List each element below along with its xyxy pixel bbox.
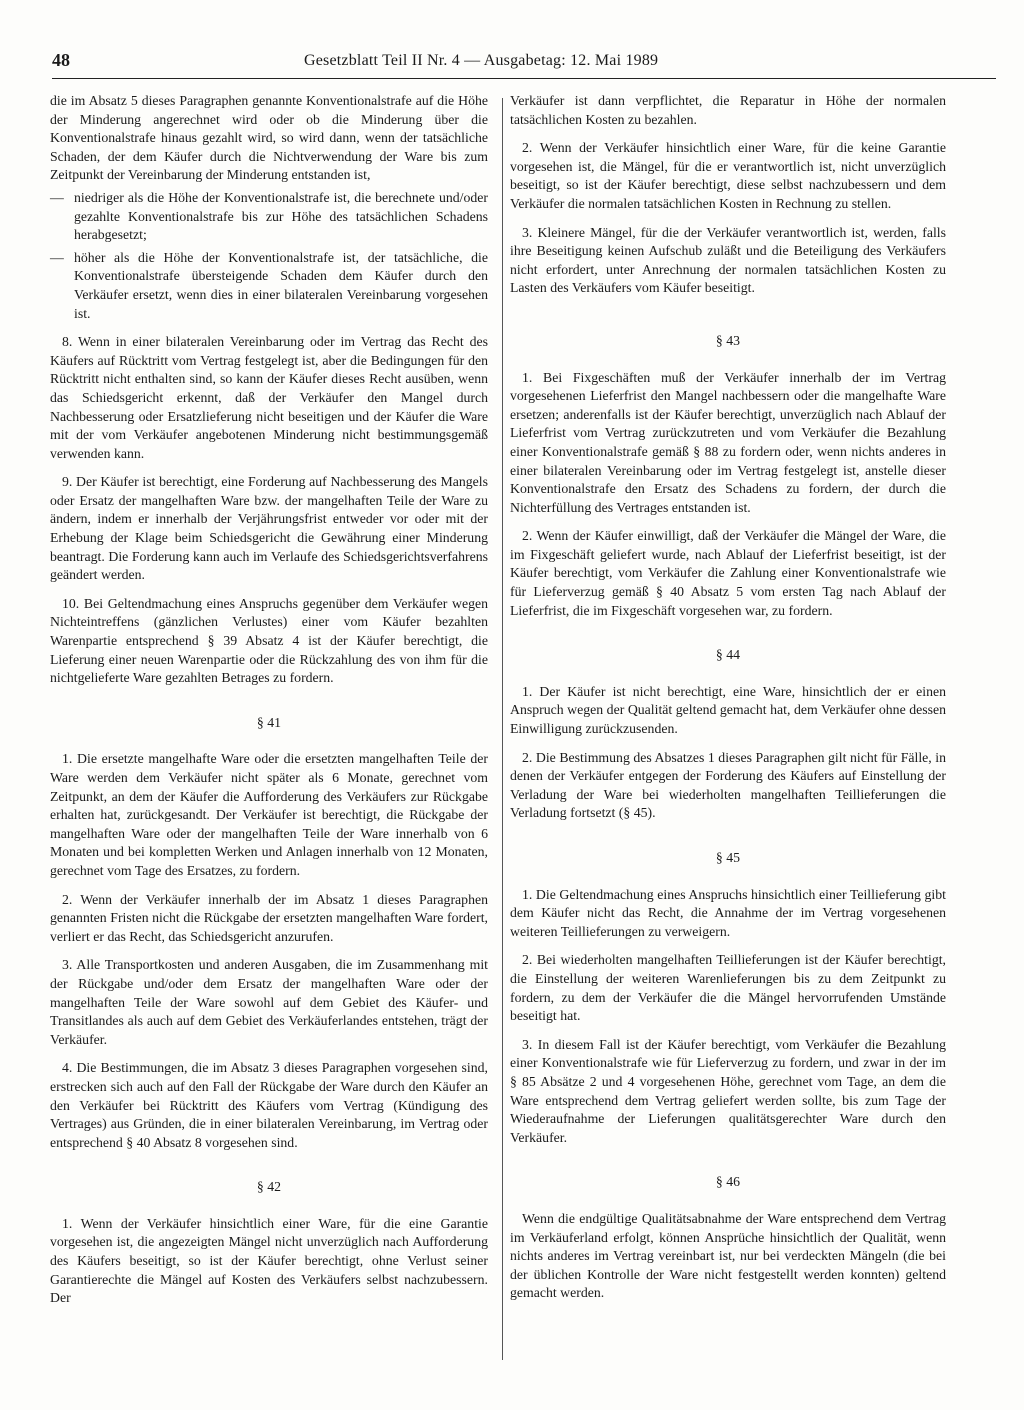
dash-item (50, 249, 488, 323)
dash-mark: — (50, 249, 64, 265)
left-column (50, 92, 488, 1308)
dash-mark: — (50, 189, 64, 205)
running-title: Gesetzblatt Teil II Nr. 4 — Ausgabetag: 12. Mai 1989 (304, 52, 659, 69)
s45-paragraph-1: 1. Die Geltendmachung eines Anspruchs hinsichtlich einer Teillieferung gibt dem Käufer nicht das Recht, die Annahme der im Vertrag vorgesehenen weiteren Teillieferungen zu verweigern. (510, 886, 946, 939)
paragraph-continuation: Verkäufer ist dann verpflichtet, die Reparatur in Höhe der normalen tatsächlichen Kosten zu bezahlen. (510, 93, 946, 127)
section-heading-46: § 46 (715, 1174, 741, 1190)
page-header (52, 50, 996, 76)
paragraph-9: 9. Der Käufer ist berechtigt, eine Forderung auf Nachbesserung des Mangels oder Ersatz der mangelhaften Ware bzw. der mangelhaften Teile der Ware zu ändern, indem er innerhalb der Verjährungsfrist entweder vor oder mit der Erhebung der Klage beim Schiedsgericht die Gewährung einer Minderung beantragt. Die Forderung kann auch im Verlaufe des Schiedsgerichtsverfahrens geändert werden. (50, 474, 488, 583)
dash-item-text: höher als die Höhe der Konventionalstrafe ist, der tatsächliche, die Konventionalstrafe übersteigende Schaden dem Käufer durch den Verkäufer ersetzt, wenn dies in einer bilateralen Vereinbarung vorgesehen ist. (74, 249, 488, 321)
section-heading-44: § 44 (715, 647, 741, 663)
section-heading-43: § 43 (715, 332, 741, 348)
s42-paragraph-3: 3. Kleinere Mängel, für die der Verkäufer verantwortlich ist, werden, falls ihre Beseitigung keinen Aufschub zuläßt und die Beteiligung des Verkäufers nicht erfordert, unter Anrechnung der normalen tatsächlichen Kosten zu Lasten des Verkäufers vom Käufer beseitigt. (510, 224, 946, 296)
s41-paragraph-2: 2. Wenn der Verkäufer innerhalb der im Absatz 1 dieses Paragraphen genannten Fristen nicht die Rückgabe der ersetzten mangelhaften Ware fordert, verliert er das Recht, das Schiedsgericht anzurufen. (50, 891, 488, 944)
s44-paragraph-1: 1. Der Käufer ist nicht berechtigt, eine Ware, hinsichtlich der er einen Anspruch wegen der Qualität geltend gemacht hat, dem Verkäufer ohne dessen Einwilligung zurückzusenden. (510, 683, 946, 737)
s46-paragraph-1: Wenn die endgültige Qualitätsabnahme der Ware entsprechend dem Vertrag im Verkäuferland erfolgt, können Ansprüche hinsichtlich der Qualität, wenn nichts anderes im Vertrag vereinbart ist, nur bei verdeckten Mängeln (die bei der üblichen Kontrolle der Ware nicht festgestellt werden konnten) geltend gemacht werden. (510, 1210, 946, 1301)
header-rule (52, 78, 996, 79)
s45-paragraph-3: 3. In diesem Fall ist der Käufer berechtigt, vom Verkäufer die Bezahlung einer Konventionalstrafe wie für Lieferverzug zu fordern, und zwar in der im § 85 Absätze 2 und 4 vorgesehenen Höhe, gerechnet vom Tage, an dem die Ware entsprechend dem Vertrag geliefert werden sollte, bis zum Tage der Wiederaufnahme der Lieferungen qualitätsgerechter Ware durch den Verkäufer. (510, 1036, 946, 1145)
paragraph-intro: die im Absatz 5 dieses Paragraphen genannte Konventionalstrafe auf die Höhe der Minderung angerechnet wird oder ob die Minderung über die Konventionalstrafe hinaus gezahlt wird, so wird dann, wenn der tatsächliche Schaden, der dem Käufer durch die Nichtverwendung der Ware bis zum Zeitpunkt der Vereinbarung der Minderung entstanden ist, (50, 93, 488, 183)
paragraph-10: 10. Bei Geltendmachung eines Anspruchs gegenüber dem Verkäufer wegen Nichteintreffens (gänzlichen Verlustes) einer vom Käufer bezahlten Warenpartie entsprechend § 39 Absatz 4 ist der Käufer berechtigt, die Lieferung einer neuen Warenpartie oder die Rückzahlung des von ihm für die nichtgelieferte Ware gezahlten Betrages zu fordern. (50, 595, 488, 686)
s41-paragraph-4: 4. Die Bestimmungen, die im Absatz 3 dieses Paragraphen vorgesehen sind, erstrecken sich auch auf den Fall der Rückgabe der Ware durch den Käufer an den Verkäufer bei Rücktritt des Käufers vom Vertrag (Kündigung des Vertrages) aus Gründen, die in einer bilateralen Vereinbarung, im Vertrag oder entsprechend § 40 Absatz 8 vorgesehen sind. (50, 1060, 488, 1150)
s41-paragraph-1: 1. Die ersetzte mangelhafte Ware oder die ersetzten mangelhaften Teile der Ware werden dem Verkäufer nicht später als 6 Monate, gerechnet vom Zeitpunkt, an dem der Käufer die Aufforderung des Verkäufers zur Rückgabe erhalten hat, zurückgesandt. Der Verkäufer ist berechtigt, die Rückgabe der mangelhaften Ware oder der mangelhaften Teile der Ware innerhalb von 6 Monaten und bei kompletten Werken und Anlagen innerhalb von 12 Monaten, gerechnet vom Tage des Ersatzes, zu fordern. (50, 751, 488, 878)
s44-paragraph-2: 2. Die Bestimmung des Absatzes 1 dieses Paragraphen gilt nicht für Fälle, in denen der Verkäufer entgegen der Forderung des Käufers auf Einstellung der Verladung der Ware bei wiederholten mangelhaften Teillieferungen die Verladung fortsetzt (§ 45). (510, 749, 946, 821)
column-divider (502, 98, 503, 1360)
paragraph-8: 8. Wenn in einer bilateralen Vereinbarung oder im Vertrag das Recht des Käufers auf Rücktritt vom Vertrag festgelegt ist, aber die Bedingungen für den Rücktritt nicht enthalten sind, so kann der Käufer dieses Recht ausüben, wenn das Schiedsgericht erkennt, daß der Verkäufer den Mangel durch Nachbesserung oder Ersatzlieferung nicht beseitigen und der Käufer die Ware mit der vom Verkäufer angebotenen Minderung nicht bestimmungsgemäß verwenden kann. (50, 334, 488, 461)
dash-item (50, 189, 488, 245)
dash-item-text: niedriger als die Höhe der Konventionalstrafe ist, die berechnete und/oder gezahlte Konventionalstrafe bis zur Höhe des tatsächlichen Schadens herabgesetzt; (74, 189, 488, 243)
section-heading-42: § 42 (256, 1179, 282, 1195)
s41-paragraph-3: 3. Alle Transportkosten und anderen Ausgaben, die im Zusammenhang mit der Rückgabe und/oder dem Ersatz der mangelhaften Ware oder der mangelhaften Teile der Ware sowohl auf dem Gebiet des Käufer- und Transitlandes als auch auf dem Gebiet des Verkäuferlandes entstehen, trägt der Verkäufer. (50, 957, 488, 1047)
s43-paragraph-1: 1. Bei Fixgeschäften muß der Verkäufer innerhalb der im Vertrag vorgesehenen Lieferfrist den Mangel nachbessern oder die mangelhafte Ware ersetzen; anderenfalls ist der Käufer berechtigt, unverzüglich nach Ablauf der Lieferfrist vom Vertrag zurückzutreten und vom Verkäufer die Bezahlung einer Konventionalstrafe gemäß § 88 zu fordern oder, wenn nichts anderes in einer bilateralen Vereinbarung oder im Vertrag festgelegt ist, anstelle dieser Konventionalstrafe den Ersatz des Schadens zu fordern, der durch die Nichterfüllung des Vertrages entstanden ist. (510, 369, 946, 515)
right-column (510, 92, 946, 1303)
s45-paragraph-2: 2. Bei wiederholten mangelhaften Teillieferungen ist der Käufer berechtigt, die Einstellung der weiteren Warenlieferungen bis zu dem Zeitpunkt zu fordern, zu dem der Verkäufer die die Mängel hervorrufenden Umstände beseitigt hat. (510, 952, 946, 1024)
section-heading-41: § 41 (256, 714, 282, 730)
section-heading-45: § 45 (715, 850, 741, 865)
s42-paragraph-1: 1. Wenn der Verkäufer hinsichtlich einer Ware, für die eine Garantie vorgesehen ist, die angezeigten Mängel nicht unverzüglich nach Aufforderung des Käufers beseitigt, so ist der Käufer berechtigt, ohne Verlust seiner Garantierechte die Mängel auf Kosten des Verkäufers selbst nachzubessern. Der (50, 1215, 488, 1306)
s42-paragraph-2: 2. Wenn der Verkäufer hinsichtlich einer Ware, für die keine Garantie vorgesehen ist, die Mängel, für die er verantwortlich ist, nicht unverzüglich beseitigt, so ist der Käufer berechtigt, diese selbst nachzubessern und dem Verkäufer die normalen tatsächlichen Kosten in Rechnung zu stellen. (510, 140, 946, 211)
s43-paragraph-2: 2. Wenn der Käufer einwilligt, daß der Verkäufer die Mängel der Ware, die im Fixgeschäft geliefert wurde, nach Ablauf der Lieferfrist beseitigt, ist der Käufer berechtigt, vom Verkäufer die Zahlung einer Konventionalstrafe wie für Lieferverzug gemäß § 40 Absatz 5 vom ersten Tag nach Ablauf der Lieferfrist, die im Fixgeschäft vorgesehen war, zu fordern. (510, 528, 946, 618)
page-number: 48 (52, 50, 70, 70)
